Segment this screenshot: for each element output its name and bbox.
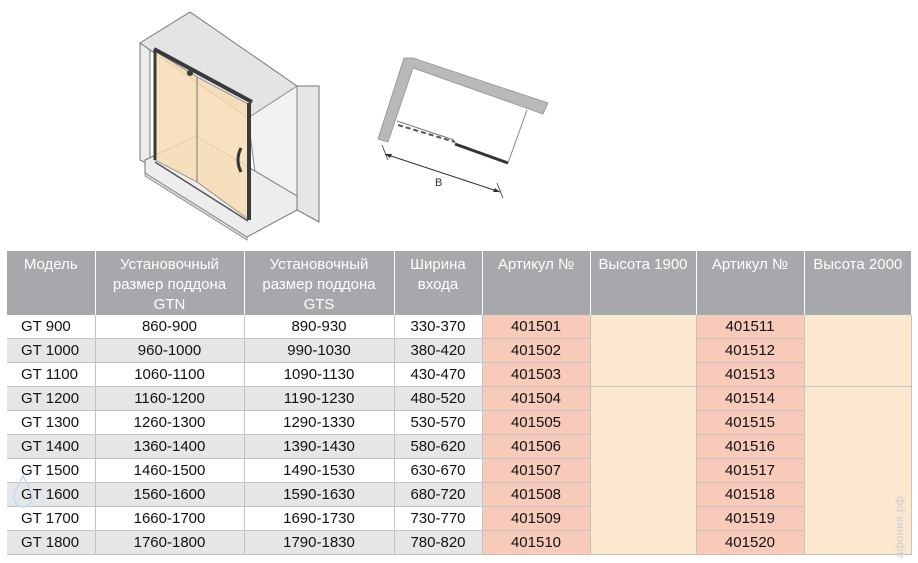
cell-article-1900: 401502 xyxy=(482,339,590,363)
cell-gts-size: 1590-1630 xyxy=(244,483,394,507)
cell-article-1900: 401504 xyxy=(482,387,590,411)
cell-height-1900-group xyxy=(590,315,696,387)
table-row xyxy=(7,531,911,555)
watermark-drop-logo-icon xyxy=(12,474,34,510)
cell-gtn-size: 960-1000 xyxy=(95,339,244,363)
cell-entry-width: 530-570 xyxy=(394,411,482,435)
table-row xyxy=(7,507,911,531)
specification-table xyxy=(7,251,912,555)
header-height-1900: Высота 1900 xyxy=(590,251,696,315)
cell-model: GT 1300 xyxy=(7,411,95,435)
cell-article-2000: 401512 xyxy=(696,339,804,363)
cell-gts-size: 1290-1330 xyxy=(244,411,394,435)
cell-gts-size: 1790-1830 xyxy=(244,531,394,555)
product-illustration xyxy=(0,0,918,250)
cell-article-2000: 401517 xyxy=(696,459,804,483)
cell-gts-size: 990-1030 xyxy=(244,339,394,363)
cell-article-2000: 401516 xyxy=(696,435,804,459)
cell-model: GT 1200 xyxy=(7,387,95,411)
cell-gts-size: 1690-1730 xyxy=(244,507,394,531)
cell-article-1900: 401510 xyxy=(482,531,590,555)
cell-article-1900: 401508 xyxy=(482,483,590,507)
cell-article-2000: 401515 xyxy=(696,411,804,435)
cell-entry-width: 630-670 xyxy=(394,459,482,483)
cell-model: GT 1500 xyxy=(7,459,95,483)
header-entry-width: Ширина входа xyxy=(394,251,482,315)
cell-article-1900: 401509 xyxy=(482,507,590,531)
cell-entry-width: 580-620 xyxy=(394,435,482,459)
plan-view-drawing xyxy=(378,58,548,198)
cell-gtn-size: 1060-1100 xyxy=(95,363,244,387)
cell-model: GT 1700 xyxy=(7,507,95,531)
cell-article-1900: 401506 xyxy=(482,435,590,459)
cell-article-1900: 401507 xyxy=(482,459,590,483)
cell-entry-width: 680-720 xyxy=(394,483,482,507)
header-height-2000: Высота 2000 xyxy=(804,251,911,315)
cell-model: GT 1600 xyxy=(7,483,95,507)
cell-model: GT 1400 xyxy=(7,435,95,459)
table-row xyxy=(7,387,911,411)
cell-article-2000: 401513 xyxy=(696,363,804,387)
cell-gts-size: 1090-1130 xyxy=(244,363,394,387)
cell-height-2000-group xyxy=(804,315,911,387)
table-row xyxy=(7,483,911,507)
cell-gtn-size: 860-900 xyxy=(95,315,244,339)
cell-gtn-size: 1560-1600 xyxy=(95,483,244,507)
cell-article-2000: 401514 xyxy=(696,387,804,411)
header-article-1900: Артикул № xyxy=(482,251,590,315)
cell-article-2000: 401511 xyxy=(696,315,804,339)
table-row xyxy=(7,315,911,339)
cell-article-2000: 401519 xyxy=(696,507,804,531)
cell-entry-width: 780-820 xyxy=(394,531,482,555)
cell-entry-width: 430-470 xyxy=(394,363,482,387)
cell-gts-size: 890-930 xyxy=(244,315,394,339)
cell-gtn-size: 1360-1400 xyxy=(95,435,244,459)
cell-gtn-size: 1260-1300 xyxy=(95,411,244,435)
cell-article-1900: 401505 xyxy=(482,411,590,435)
cell-entry-width: 330-370 xyxy=(394,315,482,339)
cell-article-1900: 401501 xyxy=(482,315,590,339)
cell-gts-size: 1190-1230 xyxy=(244,387,394,411)
cell-article-1900: 401503 xyxy=(482,363,590,387)
table-row xyxy=(7,411,911,435)
cell-entry-width: 380-420 xyxy=(394,339,482,363)
cell-gts-size: 1390-1430 xyxy=(244,435,394,459)
header-model: Модель xyxy=(7,251,95,315)
dimension-label-b: B xyxy=(435,177,443,189)
cell-gtn-size: 1160-1200 xyxy=(95,387,244,411)
cell-entry-width: 480-520 xyxy=(394,387,482,411)
cell-article-2000: 401520 xyxy=(696,531,804,555)
table-row xyxy=(7,435,911,459)
cell-model: GT 1000 xyxy=(7,339,95,363)
cell-gtn-size: 1460-1500 xyxy=(95,459,244,483)
table-row xyxy=(7,459,911,483)
cell-height-1900-group xyxy=(590,387,696,555)
shower-enclosure-3d-drawing xyxy=(140,12,319,240)
cell-gts-size: 1490-1530 xyxy=(244,459,394,483)
watermark-text: афония.рф xyxy=(894,495,906,558)
cell-model: GT 1800 xyxy=(7,531,95,555)
header-article-2000: Артикул № xyxy=(696,251,804,315)
cell-article-2000: 401518 xyxy=(696,483,804,507)
table-row xyxy=(7,339,911,363)
table-row xyxy=(7,363,911,387)
header-gts-size: Установочный размер поддона GTS xyxy=(244,251,394,315)
cell-model: GT 900 xyxy=(7,315,95,339)
cell-gtn-size: 1660-1700 xyxy=(95,507,244,531)
table-header-row xyxy=(7,251,911,315)
cell-gtn-size: 1760-1800 xyxy=(95,531,244,555)
cell-entry-width: 730-770 xyxy=(394,507,482,531)
header-gtn-size: Установочный размер поддона GTN xyxy=(95,251,244,315)
cell-model: GT 1100 xyxy=(7,363,95,387)
